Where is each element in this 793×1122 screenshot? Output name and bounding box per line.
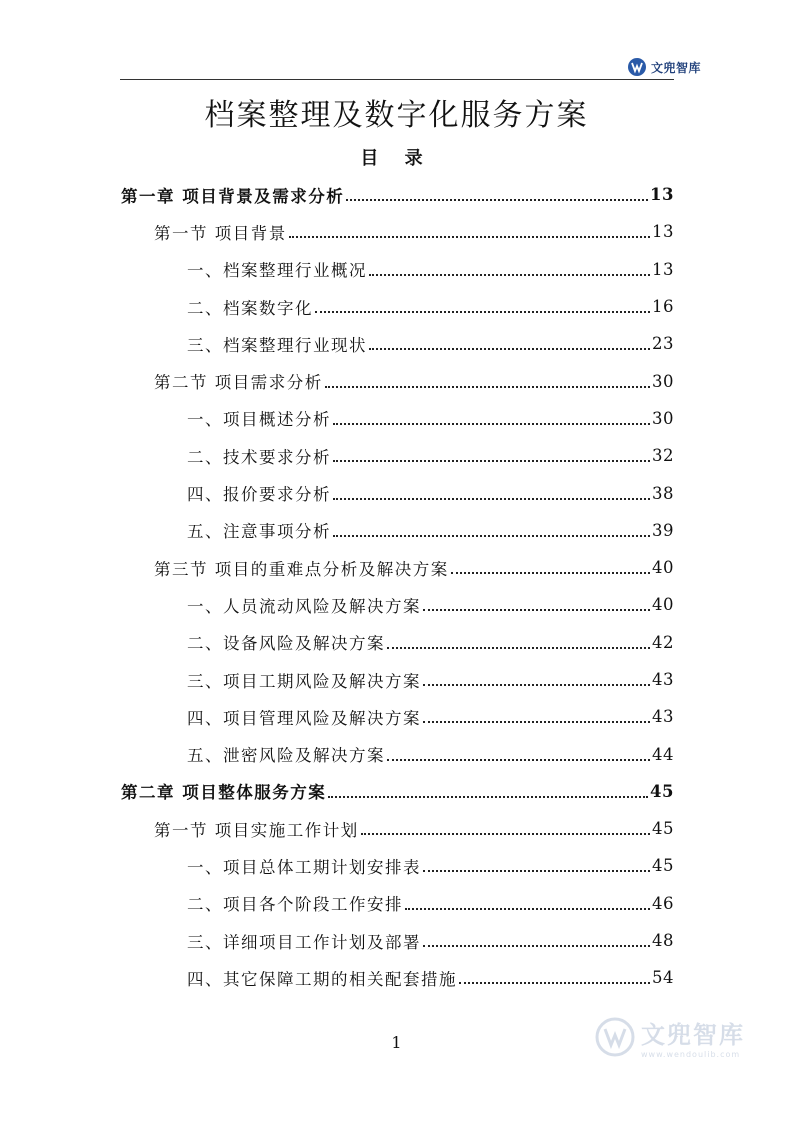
toc-entry[interactable] bbox=[121, 624, 674, 661]
toc-entry-page: 23 bbox=[652, 334, 674, 354]
toc-dot-leader bbox=[387, 758, 650, 761]
toc-entry-title: 二、设备风险及解决方案 bbox=[187, 634, 385, 654]
toc-entry-page: 32 bbox=[652, 446, 674, 466]
toc-dot-leader bbox=[361, 832, 650, 835]
toc-entry-title: 一、项目概述分析 bbox=[187, 410, 331, 430]
document-title: 档案整理及数字化服务方案 bbox=[204, 98, 589, 133]
toc-entry[interactable] bbox=[121, 661, 674, 698]
toc-entry-title: 三、项目工期风险及解决方案 bbox=[187, 671, 421, 691]
toc-entry-title: 五、泄密风险及解决方案 bbox=[187, 746, 385, 766]
page-number: 1 bbox=[391, 1033, 402, 1052]
toc-entry-title: 二、档案数字化 bbox=[187, 298, 313, 318]
toc-dot-leader bbox=[423, 720, 650, 723]
toc-entry-page: 40 bbox=[652, 558, 674, 578]
toc-heading: 目 录 bbox=[360, 148, 433, 169]
toc-entry-title: 五、注意事项分析 bbox=[187, 522, 331, 542]
toc-entry-title: 四、其它保障工期的相关配套措施 bbox=[187, 969, 457, 989]
toc-entry[interactable] bbox=[121, 213, 674, 250]
toc-entry-page: 45 bbox=[650, 781, 674, 801]
toc-entry-page: 30 bbox=[652, 408, 674, 428]
toc-dot-leader bbox=[333, 497, 650, 500]
toc-entry-page: 44 bbox=[652, 744, 674, 764]
toc-entry-page: 43 bbox=[652, 707, 674, 727]
toc-entry[interactable] bbox=[121, 549, 674, 586]
toc-dot-leader bbox=[423, 869, 650, 872]
toc-entry-title: 第三节 项目的重难点分析及解决方案 bbox=[154, 559, 449, 579]
toc-dot-leader bbox=[369, 273, 650, 276]
toc-entry-page: 45 bbox=[652, 856, 674, 876]
watermark bbox=[595, 1015, 745, 1059]
toc-dot-leader bbox=[451, 571, 650, 574]
toc-entry[interactable] bbox=[121, 586, 674, 623]
toc-dot-leader bbox=[315, 310, 650, 313]
toc-entry[interactable] bbox=[121, 437, 674, 474]
toc-entry-title: 一、人员流动风险及解决方案 bbox=[187, 596, 421, 616]
toc-entry[interactable] bbox=[121, 810, 674, 847]
toc-dot-leader bbox=[333, 534, 650, 537]
toc-entry[interactable] bbox=[121, 885, 674, 922]
toc-entry-page: 40 bbox=[652, 595, 674, 615]
watermark-url: www.wendoulib.com bbox=[641, 1050, 741, 1059]
toc-dot-leader bbox=[459, 981, 650, 984]
toc-entry[interactable] bbox=[121, 325, 674, 362]
toc-entry-page: 13 bbox=[652, 259, 674, 279]
toc-entry[interactable] bbox=[121, 698, 674, 735]
toc-entry[interactable] bbox=[121, 251, 674, 288]
toc-entry-page: 39 bbox=[652, 520, 674, 540]
toc-entry[interactable] bbox=[121, 362, 674, 399]
toc-entry[interactable] bbox=[121, 922, 674, 959]
toc-dot-leader bbox=[423, 608, 650, 611]
toc-entry-page: 48 bbox=[652, 931, 674, 951]
toc-entry-page: 45 bbox=[652, 819, 674, 839]
toc-entry-title: 第一节 项目实施工作计划 bbox=[154, 820, 359, 840]
toc-entry-page: 54 bbox=[652, 968, 674, 988]
toc-entry[interactable] bbox=[121, 474, 674, 511]
brand-logo-icon bbox=[627, 57, 647, 77]
table-of-contents bbox=[121, 176, 674, 997]
toc-dot-leader bbox=[325, 385, 650, 388]
header-logo bbox=[627, 57, 701, 77]
toc-entry-title: 第二节 项目需求分析 bbox=[154, 373, 323, 393]
toc-entry-title: 四、项目管理风险及解决方案 bbox=[187, 708, 421, 728]
toc-dot-leader bbox=[405, 907, 650, 910]
toc-entry-title: 第一章 项目背景及需求分析 bbox=[121, 186, 345, 206]
toc-entry[interactable] bbox=[121, 959, 674, 996]
toc-dot-leader bbox=[333, 459, 650, 462]
toc-dot-leader bbox=[369, 347, 650, 350]
toc-entry[interactable] bbox=[121, 400, 674, 437]
toc-entry-title: 第一节 项目背景 bbox=[154, 223, 287, 243]
toc-entry-page: 13 bbox=[650, 185, 674, 205]
toc-entry-page: 42 bbox=[652, 632, 674, 652]
toc-dot-leader bbox=[289, 235, 650, 238]
toc-entry[interactable] bbox=[121, 735, 674, 772]
toc-entry[interactable] bbox=[121, 512, 674, 549]
toc-entry-page: 46 bbox=[652, 893, 674, 913]
toc-entry-title: 三、详细项目工作计划及部署 bbox=[187, 932, 421, 952]
logo-text: 文兜智库 bbox=[650, 60, 701, 75]
toc-dot-leader bbox=[387, 646, 650, 649]
toc-entry-title: 一、档案整理行业概况 bbox=[187, 261, 367, 281]
toc-dot-leader bbox=[328, 795, 648, 798]
watermark-logo-icon bbox=[595, 1017, 635, 1057]
toc-entry-title: 第二章 项目整体服务方案 bbox=[121, 783, 327, 803]
toc-entry-page: 13 bbox=[652, 222, 674, 242]
toc-entry-page: 16 bbox=[652, 297, 674, 317]
toc-entry[interactable] bbox=[121, 773, 674, 810]
toc-entry[interactable] bbox=[121, 176, 674, 213]
watermark-text: 文兜智库 bbox=[641, 1021, 745, 1049]
toc-entry-page: 30 bbox=[652, 371, 674, 391]
header-rule bbox=[120, 79, 674, 80]
toc-dot-leader bbox=[423, 944, 650, 947]
toc-entry[interactable] bbox=[121, 847, 674, 884]
toc-dot-leader bbox=[333, 422, 650, 425]
toc-entry-title: 二、项目各个阶段工作安排 bbox=[187, 895, 403, 915]
toc-entry-title: 一、项目总体工期计划安排表 bbox=[187, 857, 421, 877]
toc-dot-leader bbox=[423, 683, 650, 686]
toc-entry-page: 38 bbox=[652, 483, 674, 503]
toc-dot-leader bbox=[346, 198, 648, 201]
toc-entry-page: 43 bbox=[652, 670, 674, 689]
toc-entry-title: 四、报价要求分析 bbox=[187, 485, 331, 505]
toc-entry-title: 二、技术要求分析 bbox=[187, 447, 331, 467]
toc-entry[interactable] bbox=[121, 288, 674, 325]
toc-entry-title: 三、档案整理行业现状 bbox=[187, 335, 367, 355]
